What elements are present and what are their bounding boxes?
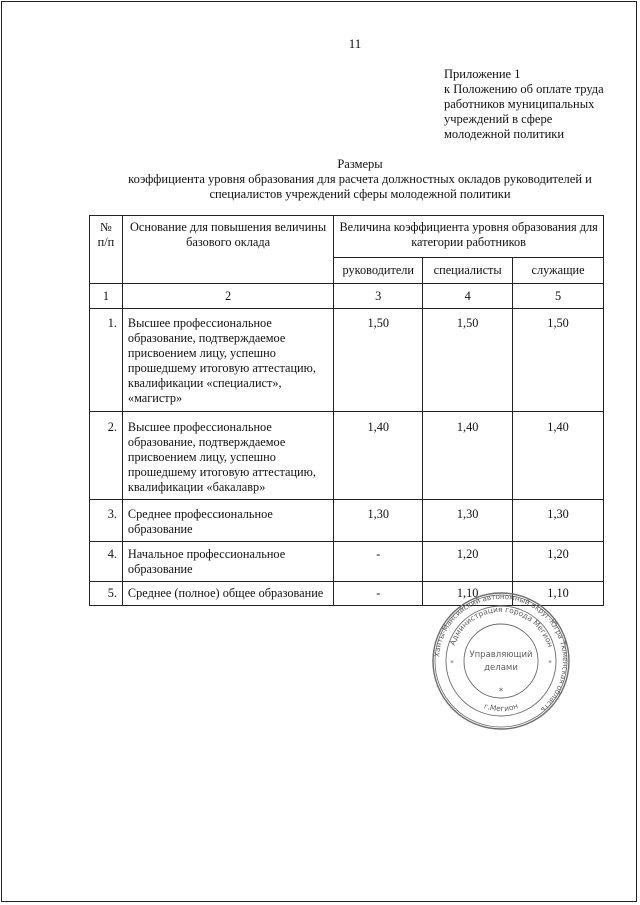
index-cell: 5 (513, 284, 604, 309)
page-number: 11 (348, 36, 362, 51)
appendix-line: молодежной политики (444, 127, 565, 141)
seal-center-text: делами (484, 663, 518, 673)
row-basis: Высшее профессиональное образование, подтверждаемое присвоением лицу, успешно прошедшему итоговую аттестацию, квалификации «бакалавр» (122, 412, 333, 500)
row-num: 2. (90, 412, 123, 500)
header-coef-group: Величина коэффициента уровня образования для категории работников (334, 216, 604, 258)
row-value: 1,40 (423, 412, 513, 500)
table-index-row (90, 284, 604, 309)
row-value: 1,20 (423, 542, 513, 582)
subtitle-line: специалистов учреждений сферы молодежной политики (209, 187, 511, 201)
appendix-line: работников муниципальных (444, 97, 595, 111)
row-value: 1,50 (423, 309, 513, 412)
svg-text:г.Мегион (483, 701, 519, 713)
subtitle-line: коэффициента уровня образования для расчета должностных окладов руководителей и (128, 172, 592, 186)
table-row (90, 412, 604, 500)
official-seal-stamp (430, 590, 572, 732)
coefficient-table (89, 215, 604, 606)
row-value: 1,30 (334, 500, 423, 542)
seal-star-icon: * (450, 659, 454, 667)
seal-star-icon: * (548, 659, 552, 667)
seal-outer-text: Ханты-Мансийский автономный округ-Югра Тюменская область (432, 591, 571, 715)
row-basis: Начальное профессиональное образование (122, 542, 333, 582)
table-header-row (90, 216, 604, 258)
document-subtitle (90, 172, 630, 202)
row-value: - (334, 542, 423, 582)
row-basis: Высшее профессиональное образование, подтверждаемое присвоением лицу, успешно прошедшему итоговую аттестацию, квалификации «специалист», «магистр» (122, 309, 333, 412)
appendix-note (444, 67, 624, 142)
index-cell: 3 (334, 284, 423, 309)
seal-middle-text: Администрация города Мегион (447, 604, 555, 649)
appendix-line: Приложение 1 (444, 67, 521, 81)
row-value: 1,20 (513, 542, 604, 582)
seal-star-icon: * (498, 687, 504, 697)
table-row (90, 309, 604, 412)
index-cell: 1 (90, 284, 123, 309)
header-num: № п/п (90, 216, 123, 284)
table-row (90, 500, 604, 542)
row-basis: Среднее (полное) общее образование (122, 582, 333, 606)
document-title: Размеры (337, 157, 383, 171)
seal-center-text: Управляющий (469, 650, 533, 660)
header-basis: Основание для повышения величины базового оклада (122, 216, 333, 284)
index-cell: 4 (423, 284, 513, 309)
appendix-line: учреждений в сфере (444, 112, 553, 126)
appendix-line: к Положению об оплате труда (444, 82, 604, 96)
table-row (90, 542, 604, 582)
row-num: 4. (90, 542, 123, 582)
header-category: руководители (334, 258, 423, 284)
row-value: 1,50 (513, 309, 604, 412)
header-category: служащие (513, 258, 604, 284)
row-num: 5. (90, 582, 123, 606)
header-category: специалисты (423, 258, 513, 284)
row-value: 1,40 (334, 412, 423, 500)
row-value: 1,30 (423, 500, 513, 542)
row-value: 1,40 (513, 412, 604, 500)
row-value: 1,10 (513, 582, 604, 606)
row-value: 1,50 (334, 309, 423, 412)
row-basis: Среднее профессиональное образование (122, 500, 333, 542)
row-num: 3. (90, 500, 123, 542)
seal-bottom-text: г.Мегион (482, 701, 520, 714)
index-cell: 2 (122, 284, 333, 309)
row-value: 1,10 (423, 582, 513, 606)
row-value: - (334, 582, 423, 606)
row-value: 1,30 (513, 500, 604, 542)
row-num: 1. (90, 309, 123, 412)
